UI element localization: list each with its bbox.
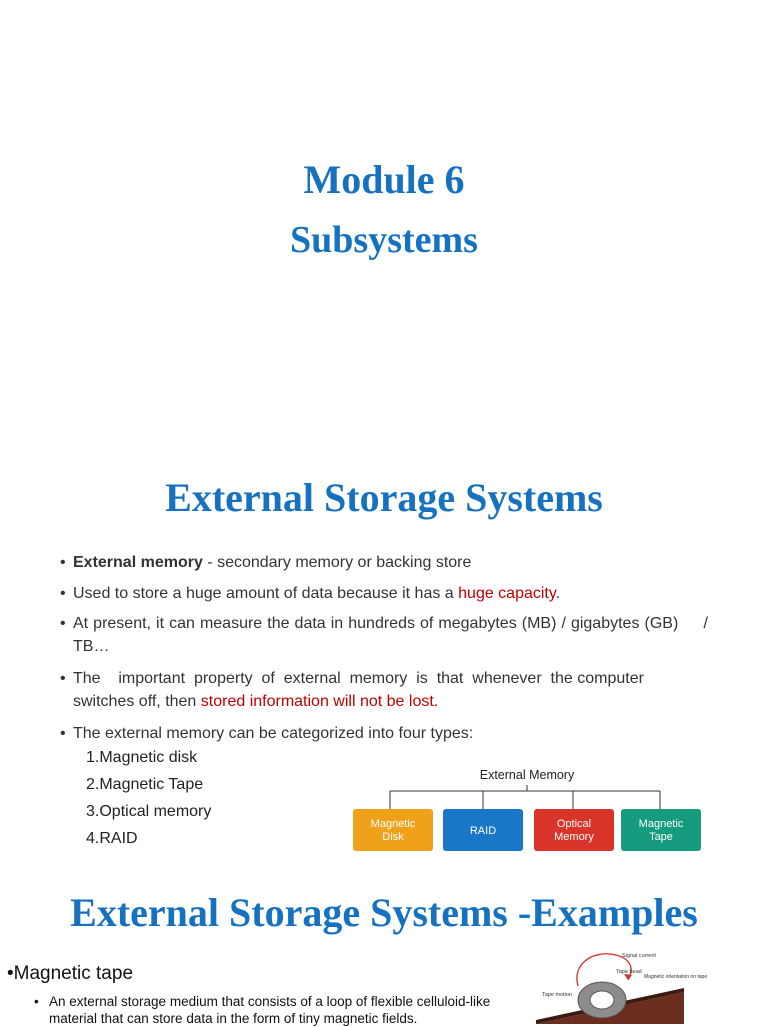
magnetic-tape-figure <box>532 946 708 1024</box>
box-label: RAID <box>469 825 497 837</box>
label-signal-current: Signal current <box>622 953 656 959</box>
diagram-box-raid <box>443 809 523 851</box>
diagram-box-magnetic-disk <box>353 809 433 851</box>
external-memory-diagram <box>350 760 710 860</box>
box-fill <box>353 809 433 851</box>
bullet-huge-capacity: • Used to store a huge amount of data because it has a huge capacity. <box>60 585 561 602</box>
bullet-text: Magnetic tape <box>13 963 134 984</box>
storage-title: External Storage Systems <box>165 475 603 520</box>
box-fill <box>534 809 614 851</box>
sub-bullet-description <box>34 993 534 1027</box>
bullet-magnetic-tape <box>7 963 133 985</box>
diagram-box-optical-memory <box>534 809 614 851</box>
list-item: 1.Magnetic disk <box>86 749 198 766</box>
label-tape-motion: Tape motion <box>542 992 572 998</box>
box-label: Memory <box>554 831 594 843</box>
box-label: Magnetic <box>370 818 416 830</box>
label-tape-head: Tape head <box>616 969 642 975</box>
module-subtitle: Subsystems <box>290 219 478 261</box>
bullet-text: At present, it can measure the data in hundreds of megabytes (MB) / gigabytes (GB) / TB… <box>73 615 713 655</box>
bullet-text: The important property of external memory is that whenever the computer switches off, then <box>73 670 711 710</box>
diagram-box-magnetic-tape <box>621 809 701 851</box>
tape-head-gap <box>590 991 614 1009</box>
bullet-categories: • The external memory can be categorized into four types: <box>60 722 708 745</box>
box-label: Magnetic <box>638 818 684 830</box>
box-label: Disk <box>382 831 404 843</box>
sub-line-1: An external storage medium that consists of a loop of flexible celluloid-like <box>49 994 491 1009</box>
list-item: 2.Magnetic Tape <box>86 776 204 793</box>
box-fill <box>621 809 701 851</box>
bullet-dot: • <box>34 994 39 1009</box>
sub-line-2: material that can store data in the form of tiny magnetic fields. <box>49 1011 418 1026</box>
examples-title: External Storage Systems -Examples <box>70 890 698 935</box>
list-item: 3.Optical memory <box>86 803 212 820</box>
bullet-external-memory: • External memory - secondary memory or backing store <box>60 554 472 571</box>
bullet-highlight: stored information will not be lost. <box>200 693 439 710</box>
label-magnetic-orientation: Magnetic orientation on tape <box>644 974 708 980</box>
bullet-property: • The important property of external memory is that whenever the computer switches off, then stored information will not be lost. <box>60 670 711 710</box>
box-label: Optical <box>556 818 592 830</box>
bullet-after: . <box>555 585 561 602</box>
list-item: 4.RAID <box>86 830 138 847</box>
bullet-text: - secondary memory or backing store <box>202 554 472 571</box>
bullet-measure: • At present, it can measure the data in hundreds of megabytes (MB) / gigabytes (GB) / TB… <box>60 612 708 658</box>
bullet-bold: External memory <box>73 554 203 571</box>
module-title: Module 6 <box>303 157 465 202</box>
bullet-dot: • <box>7 963 14 984</box>
diagram-root-label: External Memory <box>479 768 575 782</box>
bullet-text: The external memory can be categorized into four types: <box>73 725 474 742</box>
box-label: Tape <box>649 831 673 843</box>
bullet-highlight: huge capacity <box>458 585 556 602</box>
bullet-text: Used to store a huge amount of data because it has a <box>73 585 459 602</box>
